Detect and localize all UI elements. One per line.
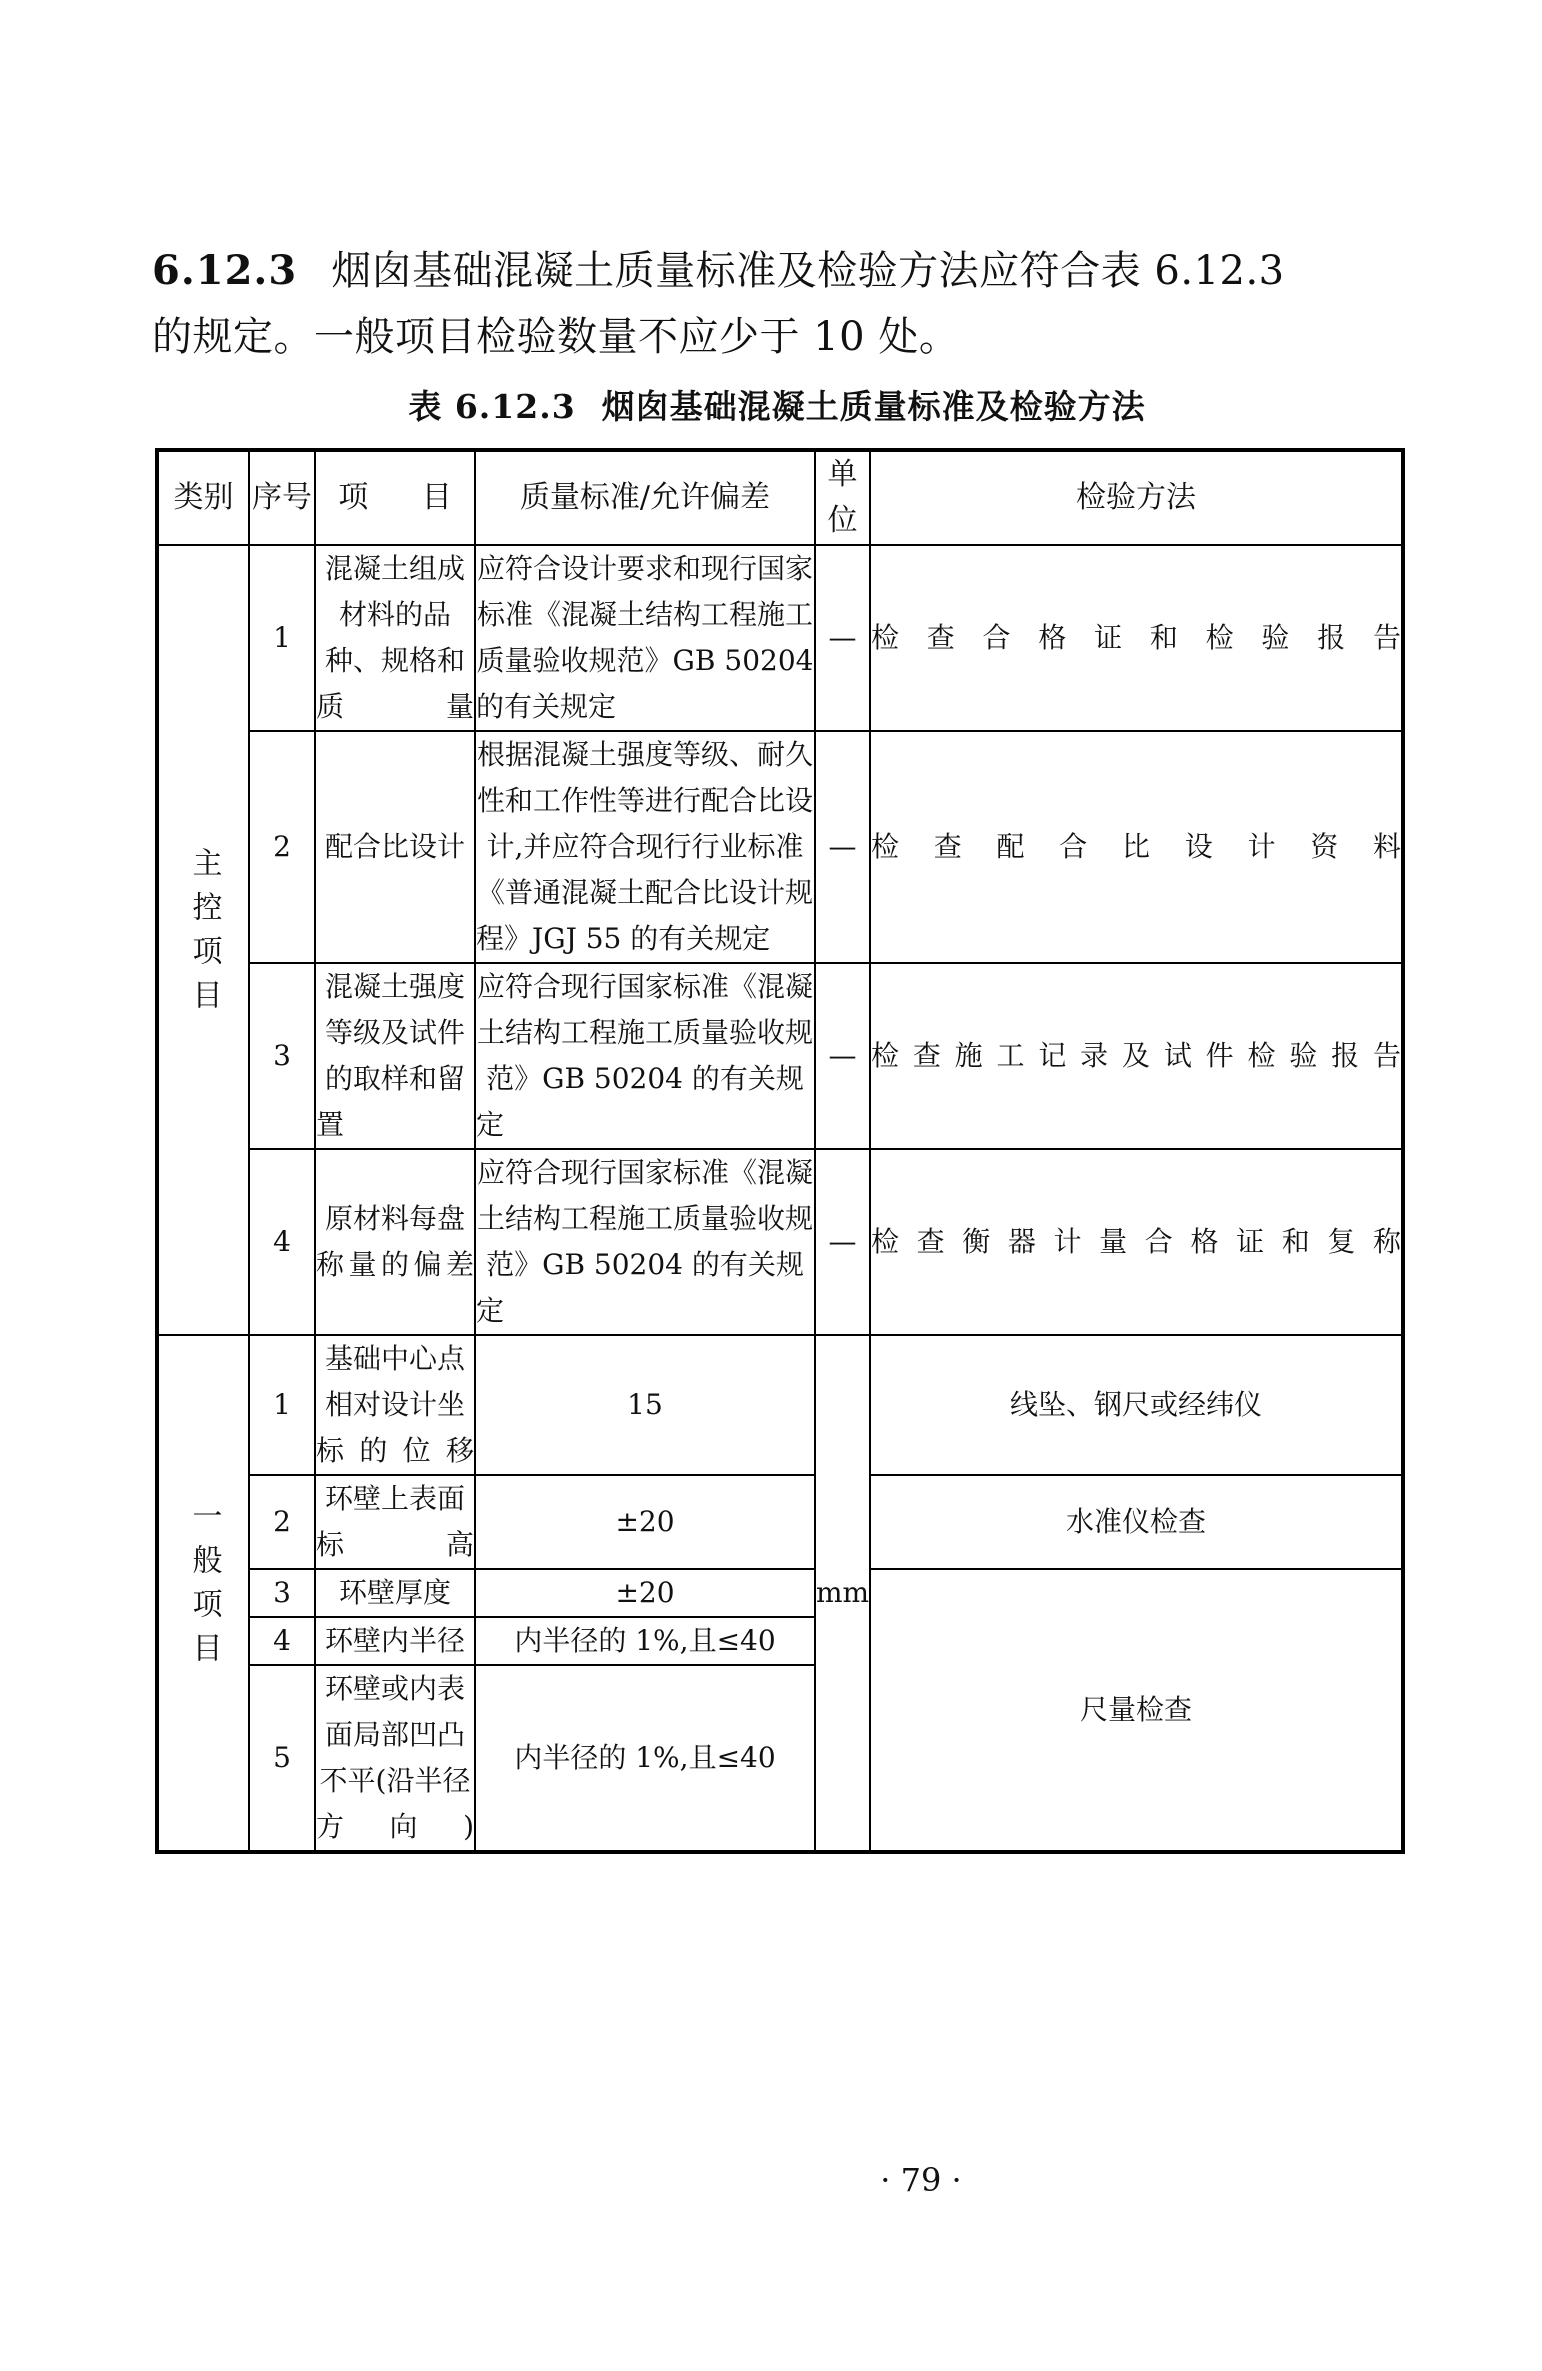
page-footer <box>0 2161 1542 2199</box>
table-row <box>157 1475 1403 1569</box>
row-standard: 15 <box>475 1335 815 1475</box>
row-method: 线坠、钢尺或经纬仪 <box>870 1335 1403 1475</box>
category-label-general <box>157 1335 249 1852</box>
header-category: 类别 <box>157 450 249 545</box>
row-seq: 1 <box>249 1335 315 1475</box>
row-item: 环壁内半径 <box>315 1617 475 1665</box>
table-row <box>157 1569 1403 1617</box>
table-row <box>157 731 1403 963</box>
page-number: · 79 · <box>880 2161 962 2199</box>
row-method: 水准仪检查 <box>870 1475 1403 1569</box>
row-seq: 2 <box>249 1475 315 1569</box>
row-method-span: 尺量检查 <box>870 1569 1403 1852</box>
header-standard: 质量标准/允许偏差 <box>475 450 815 545</box>
row-standard: ±20 <box>475 1569 815 1617</box>
row-item: 环壁厚度 <box>315 1569 475 1617</box>
row-seq: 5 <box>249 1665 315 1852</box>
row-seq: 4 <box>249 1617 315 1665</box>
row-seq: 1 <box>249 545 315 731</box>
clause-number: 6.12.3 <box>152 247 298 294</box>
category-label-text: 一般项目 <box>186 1500 222 1676</box>
row-standard: 应符合设计要求和现行国家标准《混凝土结构工程施工质量验收规范》GB 50204 的有关规定 <box>475 545 815 731</box>
row-seq: 3 <box>249 1569 315 1617</box>
row-item: 配合比设计 <box>315 731 475 963</box>
table-caption <box>152 381 1402 428</box>
row-method: 检查衡器计量合格证和复称 <box>870 1149 1403 1335</box>
row-item: 环壁上表面标高 <box>315 1475 475 1569</box>
row-standard: ±20 <box>475 1475 815 1569</box>
row-item: 原材料每盘称量的偏差 <box>315 1149 475 1335</box>
table-row <box>157 545 1403 731</box>
row-method: 检查配合比设计资料 <box>870 731 1403 963</box>
clause-text-line2: 的规定。一般项目检验数量不应少于 10 处。 <box>152 314 960 360</box>
table-header-row <box>157 450 1403 545</box>
row-unit-span: mm <box>815 1335 870 1852</box>
header-unit: 单位 <box>815 450 870 545</box>
table-caption-title: 烟囱基础混凝土质量标准及检验方法 <box>601 387 1146 426</box>
table-caption-label: 表 6.12.3 <box>408 387 576 426</box>
row-standard: 内半径的 1%,且≤40 <box>475 1617 815 1665</box>
row-unit: — <box>815 731 870 963</box>
row-standard: 内半径的 1%,且≤40 <box>475 1665 815 1852</box>
row-method: 检查合格证和检验报告 <box>870 545 1403 731</box>
row-standard: 应符合现行国家标准《混凝土结构工程施工质量验收规范》GB 50204 的有关规定 <box>475 963 815 1149</box>
header-item: 项 目 <box>315 450 475 545</box>
category-label-text: 主控项目 <box>186 847 222 1023</box>
row-seq: 4 <box>249 1149 315 1335</box>
row-method: 检查施工记录及试件检验报告 <box>870 963 1403 1149</box>
category-label-main-control <box>157 545 249 1335</box>
row-item: 混凝土强度等级及试件的取样和留置 <box>315 963 475 1149</box>
row-unit: — <box>815 545 870 731</box>
row-item: 环壁或内表面局部凹凸不平(沿半径方向) <box>315 1665 475 1852</box>
quality-standard-table <box>155 448 1405 1854</box>
row-unit: — <box>815 963 870 1149</box>
table-row <box>157 963 1403 1149</box>
header-method: 检验方法 <box>870 450 1403 545</box>
row-standard: 应符合现行国家标准《混凝土结构工程施工质量验收规范》GB 50204 的有关规定 <box>475 1149 815 1335</box>
quality-standard-table-wrapper <box>155 448 1401 1854</box>
clause-text-line1: 烟囱基础混凝土质量标准及检验方法应符合表 6.12.3 <box>331 248 1285 294</box>
clause-paragraph <box>152 238 1402 370</box>
header-seq: 序号 <box>249 450 315 545</box>
table-row <box>157 1149 1403 1335</box>
table-row <box>157 1335 1403 1475</box>
row-item: 混凝土组成材料的品种、规格和质量 <box>315 545 475 731</box>
row-seq: 2 <box>249 731 315 963</box>
row-unit: — <box>815 1149 870 1335</box>
row-seq: 3 <box>249 963 315 1149</box>
row-item: 基础中心点相对设计坐标的位移 <box>315 1335 475 1475</box>
row-standard: 根据混凝土强度等级、耐久性和工作性等进行配合比设计,并应符合现行行业标准《普通混凝土配合比设计规程》JGJ 55 的有关规定 <box>475 731 815 963</box>
